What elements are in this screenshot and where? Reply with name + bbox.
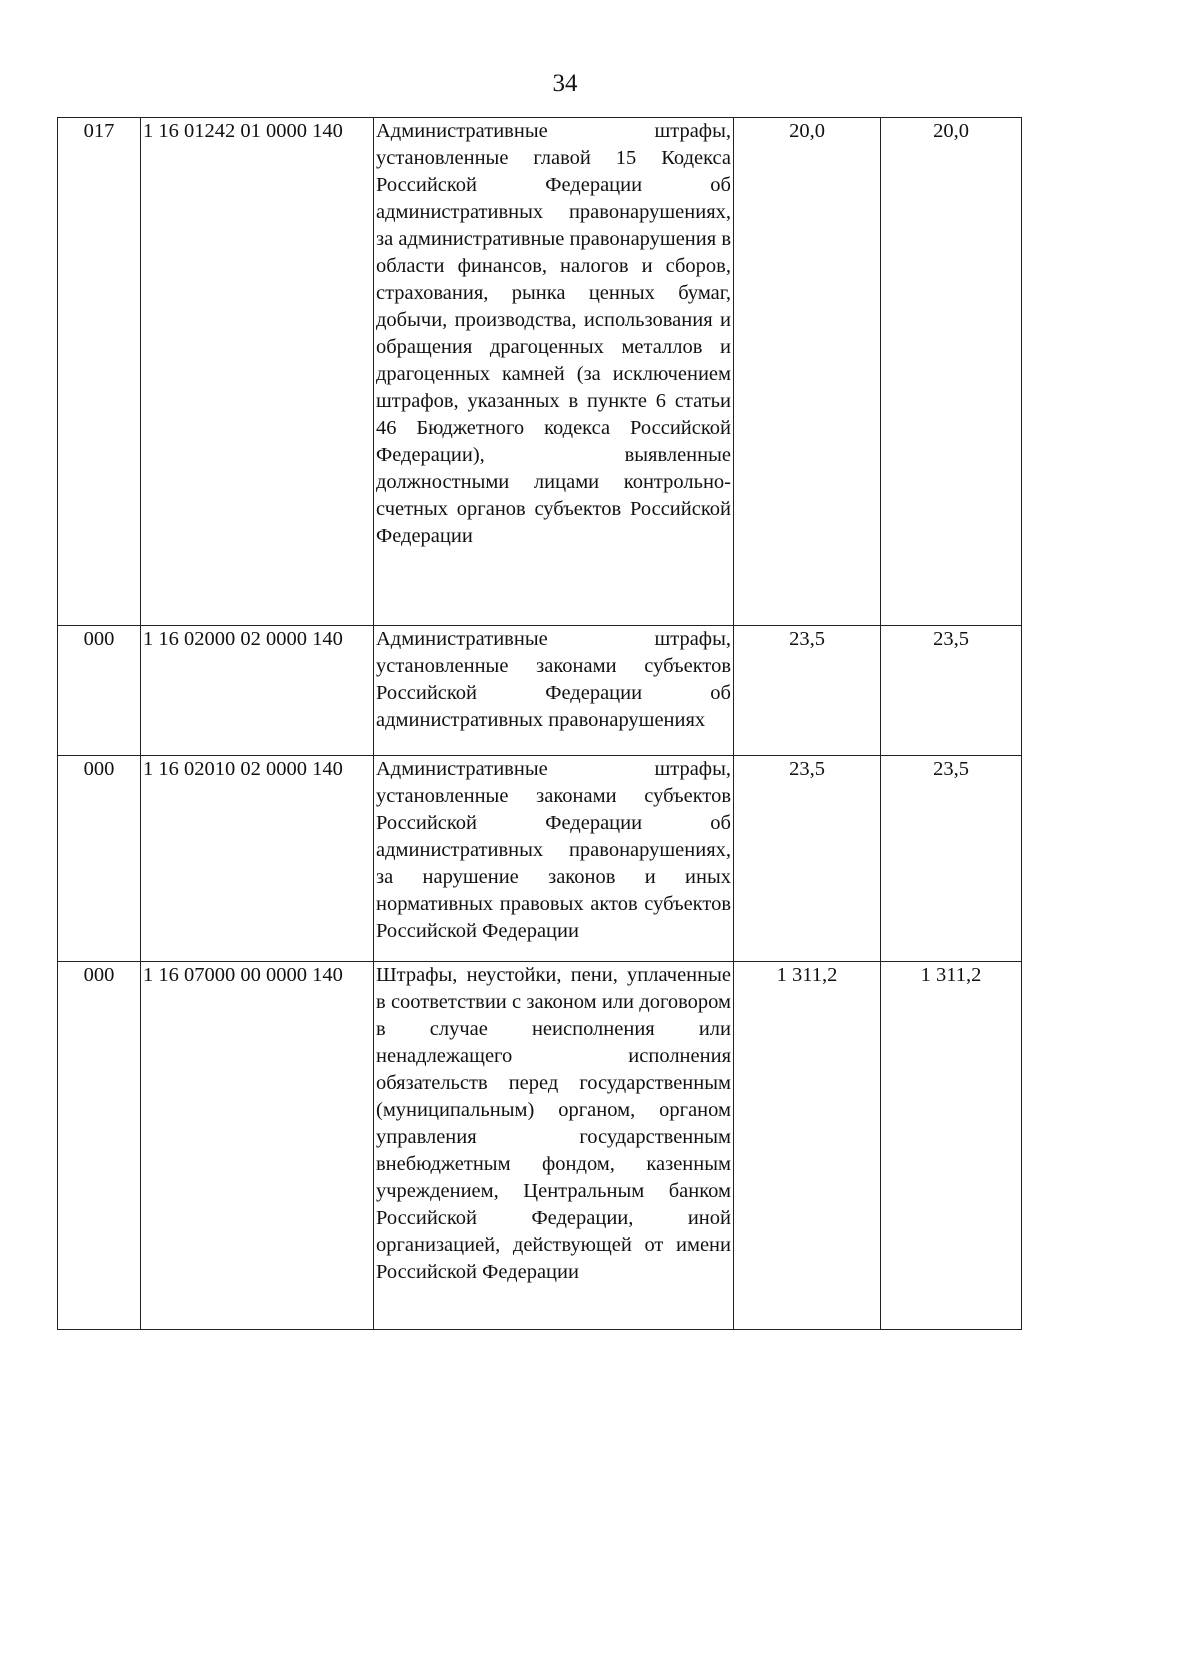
budget-code-cell: 1 16 02000 02 0000 140 [141,626,374,756]
value-cell: 1 311,2 [734,962,881,1330]
budget-code-cell: 1 16 07000 00 0000 140 [141,962,374,1330]
table-row [58,756,1022,962]
budget-revenue-table [57,117,1022,1330]
description-cell: Штрафы, неустойки, пени, уплаченные в соответствии с законом или договором в случае неисполнения или ненадлежащего исполнения обязательств перед государственным (муниципальным) органом, органом управления государственным внебюджетным фондом, казенным учреждением, Центральным банком Российской Федерации, иной организацией, действующей от имени Российской Федерации [374,962,734,1330]
admin-code-cell: 000 [58,962,141,1330]
admin-code-cell: 000 [58,626,141,756]
description-cell: Административные штрафы, установленные законами субъектов Российской Федерации об административных правонарушениях, за нарушение законов и иных нормативных правовых актов субъектов Российской Федерации [374,756,734,962]
description-cell: Административные штрафы, установленные законами субъектов Российской Федерации об административных правонарушениях [374,626,734,756]
admin-code-cell: 000 [58,756,141,962]
table-row [58,626,1022,756]
page-number: 34 [552,70,578,97]
value-cell: 23,5 [734,756,881,962]
description-cell: Административные штрафы, установленные главой 15 Кодекса Российской Федерации об административных правонарушениях, за административные правонарушения в области финансов, налогов и сборов, страхования, рынка ценных бумаг, добычи, производства, использования и обращения драгоценных металлов и драгоценных камней (за исключением штрафов, указанных в пункте 6 статьи 46 Бюджетного кодекса Российской Федерации), выявленные должностными лицами контрольно-счетных органов субъектов Российской Федерации [374,118,734,626]
budget-code-cell: 1 16 01242 01 0000 140 [141,118,374,626]
table-row [58,962,1022,1330]
admin-code-cell: 017 [58,118,141,626]
value-cell: 20,0 [734,118,881,626]
value-cell: 23,5 [881,756,1022,962]
table-row [58,118,1022,626]
value-cell: 1 311,2 [881,962,1022,1330]
value-cell: 23,5 [881,626,1022,756]
value-cell: 23,5 [734,626,881,756]
budget-code-cell: 1 16 02010 02 0000 140 [141,756,374,962]
value-cell: 20,0 [881,118,1022,626]
